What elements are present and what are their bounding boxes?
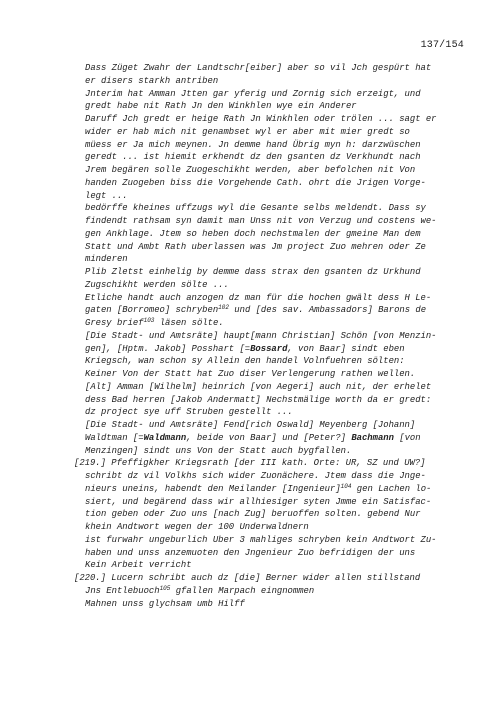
text-run: läsen sölte. [154, 318, 224, 328]
text-line [85, 343, 463, 356]
text-run: , beide von Baar] und [Peter?] [186, 432, 352, 443]
text-run: schribt dz vil Volkhs sich wider Zuonächere. Jtem dass die Jnge- [85, 471, 426, 481]
text-line [85, 406, 463, 419]
text-line [85, 394, 463, 407]
text-line [85, 355, 463, 368]
text-run: Statt und Ambt Rath uberlassen was Jm project Zuo mehren oder Ze [85, 241, 426, 252]
paragraph [85, 266, 463, 292]
paragraph [85, 534, 463, 572]
text-run: [219.] Pfeffigkher Kriegsrath [der III kath. Orte: UR, SZ und UW?] [74, 458, 426, 469]
text-run: gen Lachen lo- [351, 483, 432, 494]
paragraph [85, 113, 463, 202]
text-line [85, 292, 463, 305]
page-number: 137/154 [420, 40, 464, 51]
paragraph [85, 330, 463, 381]
text-run: Keiner Von der Statt hat Zuo diser Verlengerung rathen wellen. [85, 369, 416, 379]
text-run: Mahnen unss glychsam umb Hilff [85, 598, 245, 609]
text-run: ist furwahr ungeburlich Uber 3 mahliges schryben kein Andtwort Zu- [85, 534, 437, 545]
text-line [85, 368, 463, 381]
text-run: tion geben oder Zuo uns [nach Zug] beruoffen solten. gebend Nur [85, 509, 421, 520]
text-run: Etliche handt auch anzogen dz man für die hochen gwält dess H Le- [85, 292, 432, 303]
footnote-ref: 102 [218, 304, 229, 312]
text-line [74, 457, 463, 470]
text-run: er disers starkh antriben [85, 75, 219, 86]
text-line [85, 241, 463, 254]
text-run: müess er Ja mich meynen. Jn demme hand Übrig myn h: darzwüschen [85, 139, 421, 150]
text-line [85, 151, 463, 164]
text-run: Kriegsch, wan schon sy Allein den handel Volnfuehren sölten: [85, 356, 405, 367]
text-line [85, 419, 463, 432]
text-line [85, 164, 463, 177]
text-run: Dass Züget Zwahr der Landtschr[eiber] aber so vil Jch gespürt hat [85, 63, 432, 73]
text-run: Menzingen] sindt uns Von der Statt auch bygfallen. [85, 445, 352, 456]
text-run: [Die Stadt- und Amtsräte] Fend[rich Oswald] Meyenberg [Johann] [85, 420, 416, 430]
text-line [85, 253, 463, 266]
text-line [85, 432, 463, 445]
text-line [74, 572, 463, 585]
text-line [85, 483, 463, 496]
paragraph [85, 419, 463, 457]
footnote-ref: 105 [159, 584, 171, 592]
text-run: dess Bad herren [Jakob Andermatt] Nechstmälige worth da er gredt: [85, 394, 432, 405]
text-line [85, 521, 463, 534]
text-line [85, 330, 463, 343]
text-line [85, 126, 463, 139]
text-run: legt ... [85, 190, 128, 201]
text-run: Waldtman [= [85, 432, 144, 443]
text-line [85, 215, 463, 228]
text-line [85, 228, 463, 241]
text-line [85, 190, 463, 203]
paragraph [85, 88, 463, 114]
bold-name: Waldmann [143, 432, 187, 443]
text-line [85, 177, 463, 190]
paragraph [85, 381, 463, 419]
text-line [85, 559, 463, 572]
text-run: bedörffe kheines uffzugs wyl die Gesante selbs meldendt. Dass sy [85, 203, 426, 214]
text-run: Jrem begären solle Zuogeschikht werden, aber befolchen nit Von [85, 165, 416, 175]
text-line [85, 534, 463, 547]
text-line [85, 62, 463, 75]
paragraph [74, 457, 463, 534]
text-line [85, 266, 463, 279]
text-run: und [des sav. Ambassadors] Barons de [228, 305, 427, 316]
footnote-ref: 104 [340, 482, 352, 490]
text-line [85, 202, 463, 215]
bold-name: Bachmann [351, 432, 394, 443]
text-line [85, 496, 463, 509]
text-line [85, 75, 463, 88]
text-run: gen], [Hptm. Jakob] Posshart [= [85, 343, 251, 354]
text-line [85, 508, 463, 521]
text-line [85, 304, 463, 317]
text-run: findendt rathsam syn damit man Unss nit von Verzug und costens we- [85, 216, 437, 226]
text-run: Gresy brief [85, 318, 144, 328]
text-run: wider er hab mich nit genambset wyl er aber mit mier gredt so [85, 126, 410, 137]
text-run: gen Ankhlage. Jtem so heben doch nechstmalen der gmeine Man dem [85, 228, 421, 239]
text-line [85, 381, 463, 394]
footnote-ref: 103 [143, 317, 155, 324]
document-body [74, 62, 463, 610]
text-run: nieurs uneins, habendt den Meilander [Ingenieur] [85, 483, 341, 494]
paragraph [74, 572, 463, 610]
text-run: Plib Zletst einhelig by demme dass strax den gsanten dz Urkhund [85, 267, 421, 277]
text-line [85, 470, 463, 483]
text-run: Jns Entlebuoch [85, 585, 160, 596]
bold-name: Bossard [250, 343, 288, 354]
text-line [85, 113, 463, 126]
text-run: siert, und begärend dass wir allhiesiger syten Jmme ein Satisfac- [85, 496, 432, 507]
text-line [85, 598, 463, 611]
text-line [85, 279, 463, 292]
text-line [85, 100, 463, 113]
text-run: handen Zuogeben biss die Vorgehende Cath. ohrt die Jrigen Vorge- [85, 177, 426, 188]
text-run: [220.] Lucern schribt auch dz [die] Berner wider allen stillstand [74, 573, 421, 583]
text-line [85, 547, 463, 560]
text-run: Zugschikht werden sölte ... [85, 279, 229, 290]
text-line [85, 445, 463, 458]
paragraph [85, 202, 463, 266]
text-run: [Alt] Amman [Wilhelm] heinrich [von Aegeri] auch nit, der erhelet [85, 381, 432, 392]
text-run: geredt ... ist hiemit erkhendt dz den gsanten dz Verkhundt nach [85, 152, 421, 163]
text-run: , von Baar] sindt eben [287, 343, 405, 354]
text-run: haben und unss anzemuoten den Jngenieur Zuo befridigen der uns [85, 547, 416, 558]
text-line [85, 317, 463, 330]
paragraph [85, 62, 463, 88]
text-line [85, 585, 463, 598]
text-run: Kein Arbeit verricht [85, 560, 192, 571]
text-run: minderen [85, 254, 128, 265]
text-run: [von [393, 432, 421, 443]
text-run: gredt habe nit Rath Jn den Winkhlen wye ein Anderer [85, 101, 357, 112]
paragraph [85, 292, 463, 330]
text-run: gaten [Borromeo] schryben [85, 305, 219, 316]
text-run: Jnterim hat Amman Jtten gar yferig und Zornig sich erzeigt, und [85, 88, 421, 99]
text-run: gfallen Marpach eingnommen [170, 585, 315, 596]
text-run: khein Andtwort wegen der 100 Underwaldnern [85, 522, 309, 532]
text-line [85, 139, 463, 152]
text-run: [Die Stadt- und Amtsräte] haupt[mann Christian] Schön [von Menzin- [85, 330, 437, 341]
text-run: dz project sye uff Struben gestellt ... [85, 407, 293, 418]
text-run: Daruff Jch gredt er heige Rath Jn Winkhlen oder trölen ... sagt er [85, 114, 437, 124]
text-line [85, 88, 463, 101]
